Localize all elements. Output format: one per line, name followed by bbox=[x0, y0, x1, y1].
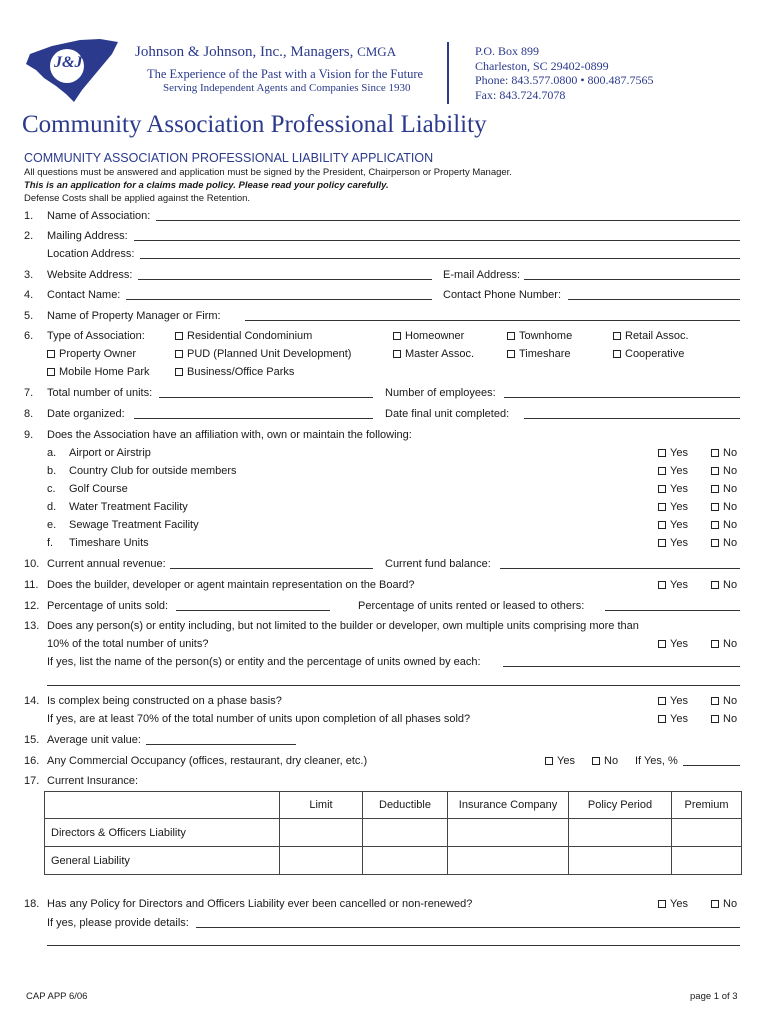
q18-yes-option[interactable] bbox=[658, 898, 688, 910]
checkbox-icon[interactable] bbox=[658, 581, 666, 589]
no-label: No bbox=[723, 695, 738, 707]
yes-label: Yes bbox=[670, 483, 688, 495]
checkbox-icon[interactable] bbox=[658, 503, 666, 511]
no-label: No bbox=[723, 501, 738, 513]
yes-label: Yes bbox=[670, 537, 688, 549]
insurance-table bbox=[44, 791, 742, 875]
q7b-label: Number of employees: bbox=[385, 387, 496, 399]
mailing-address-field[interactable] bbox=[134, 240, 740, 241]
option-timeshare[interactable] bbox=[507, 348, 571, 360]
sub-key: f. bbox=[47, 537, 54, 549]
no-option[interactable] bbox=[711, 537, 737, 549]
option-label: Townhome bbox=[519, 330, 573, 342]
option-label: Mobile Home Park bbox=[59, 366, 150, 378]
sub-key: c. bbox=[47, 483, 56, 495]
table-cell[interactable] bbox=[569, 819, 672, 847]
checkbox-icon[interactable] bbox=[711, 581, 719, 589]
table-header-deductible: Deductible bbox=[363, 792, 448, 819]
contact-phone-field[interactable] bbox=[568, 299, 740, 300]
employees-field[interactable] bbox=[504, 397, 740, 398]
table-row bbox=[45, 819, 742, 847]
q12b-label: Percentage of units rented or leased to others: bbox=[358, 600, 585, 612]
q11-label: Does the builder, developer or agent maintain representation on the Board? bbox=[47, 579, 415, 591]
commercial-percent-field[interactable] bbox=[683, 765, 740, 766]
sub-label: Golf Course bbox=[69, 483, 128, 495]
q18-number: 18. bbox=[24, 898, 40, 910]
q18b-label: If yes, please provide details: bbox=[47, 917, 189, 929]
checkbox-icon[interactable] bbox=[613, 332, 621, 340]
table-cell[interactable] bbox=[569, 847, 672, 875]
intro-line-1: All questions must be answered and application must be signed by the President, Chairperson or Property Manager. bbox=[24, 167, 512, 178]
yes-option[interactable] bbox=[658, 501, 688, 513]
tagline: The Experience of the Past with a Vision for the Future bbox=[147, 67, 424, 81]
contact-name-field[interactable] bbox=[126, 299, 432, 300]
q1-label: Name of Association: bbox=[47, 210, 151, 222]
sub-label: Country Club for outside members bbox=[69, 465, 237, 477]
no-label: No bbox=[723, 579, 738, 591]
q14b-label: If yes, are at least 70% of the total number of units upon completion of all phases sold? bbox=[47, 713, 471, 725]
intro-line-2: This is an application for a claims made policy. Please read your policy carefully. bbox=[24, 180, 389, 191]
subtagline: Serving Independent Agents and Companies Since 1930 bbox=[163, 82, 411, 94]
q4-label: Contact Name: bbox=[47, 289, 121, 301]
owners-list-field-2[interactable] bbox=[47, 685, 740, 686]
yes-option[interactable] bbox=[658, 537, 688, 549]
q15-number: 15. bbox=[24, 734, 40, 746]
company-suffix: CMGA bbox=[357, 44, 397, 59]
row-label: General Liability bbox=[45, 847, 280, 875]
yes-label: Yes bbox=[670, 638, 688, 650]
date-organized-field[interactable] bbox=[134, 418, 373, 419]
checkbox-icon[interactable] bbox=[711, 449, 719, 457]
q13b-label: 10% of the total number of units? bbox=[47, 638, 209, 650]
yes-label: Yes bbox=[670, 695, 688, 707]
page-number: page 1 of 3 bbox=[690, 991, 738, 1002]
q9-label: Does the Association have an affiliation with, own or maintain the following: bbox=[47, 429, 412, 441]
q3-number: 3. bbox=[24, 269, 34, 281]
logo-monogram: J&J bbox=[54, 54, 83, 71]
address-line-1: P.O. Box 899 bbox=[475, 44, 540, 58]
option-property-owner[interactable] bbox=[47, 348, 136, 360]
owners-list-field[interactable] bbox=[503, 666, 740, 667]
q3-label: Website Address: bbox=[47, 269, 133, 281]
q3b-label: E-mail Address: bbox=[443, 269, 521, 281]
checkbox-icon[interactable] bbox=[592, 757, 600, 765]
no-option[interactable] bbox=[711, 447, 737, 459]
yes-option[interactable] bbox=[658, 519, 688, 531]
company-name bbox=[135, 44, 396, 61]
option-homeowner[interactable] bbox=[393, 330, 464, 342]
table-cell[interactable] bbox=[672, 847, 742, 875]
sub-key: d. bbox=[47, 501, 57, 513]
phone: Phone: 843.577.0800 • 800.487.7565 bbox=[475, 73, 654, 87]
q13-number: 13. bbox=[24, 620, 40, 632]
no-option[interactable] bbox=[711, 501, 737, 513]
yes-label: Yes bbox=[670, 898, 688, 910]
option-pud[interactable] bbox=[175, 348, 351, 360]
sub-label: Timeshare Units bbox=[69, 537, 149, 549]
q1-number: 1. bbox=[24, 210, 34, 222]
q13-yes-option[interactable] bbox=[658, 638, 688, 650]
option-label: Business/Office Parks bbox=[187, 366, 295, 378]
q7-label: Total number of units: bbox=[47, 387, 153, 399]
q5-number: 5. bbox=[24, 310, 34, 322]
q16-number: 16. bbox=[24, 755, 40, 767]
q2-label: Mailing Address: bbox=[47, 230, 128, 242]
page-title: Community Association Professional Liability bbox=[22, 111, 487, 138]
checkbox-icon[interactable] bbox=[658, 640, 666, 648]
yes-option[interactable] bbox=[658, 465, 688, 477]
yes-label: Yes bbox=[670, 447, 688, 459]
sub-key: b. bbox=[47, 465, 57, 477]
q14-yes-option[interactable] bbox=[658, 695, 688, 707]
checkbox-icon[interactable] bbox=[47, 368, 55, 376]
q4b-label: Contact Phone Number: bbox=[443, 289, 562, 301]
q13-label: Does any person(s) or entity including, but not limited to the builder or developer, own multiple units comprising more than bbox=[47, 620, 639, 632]
company-name-text: Johnson & Johnson, Inc., Managers, bbox=[135, 44, 354, 60]
q12-label: Percentage of units sold: bbox=[47, 600, 169, 612]
checkbox-icon[interactable] bbox=[658, 485, 666, 493]
checkbox-icon[interactable] bbox=[711, 697, 719, 705]
checkbox-icon[interactable] bbox=[711, 900, 719, 908]
checkbox-icon[interactable] bbox=[175, 368, 183, 376]
yes-label: Yes bbox=[670, 501, 688, 513]
checkbox-icon[interactable] bbox=[545, 757, 553, 765]
option-label: Timeshare bbox=[519, 348, 571, 360]
sub-label: Airport or Airstrip bbox=[69, 447, 151, 459]
option-label: Homeowner bbox=[405, 330, 465, 342]
option-label: Residential Condominium bbox=[187, 330, 313, 342]
no-option[interactable] bbox=[711, 465, 737, 477]
no-label: No bbox=[723, 465, 738, 477]
q5-label: Name of Property Manager or Firm: bbox=[47, 310, 221, 322]
q17-label: Current Insurance: bbox=[47, 775, 139, 787]
q8-number: 8. bbox=[24, 408, 34, 420]
table-row bbox=[45, 847, 742, 875]
address-line-2: Charleston, SC 29402-0899 bbox=[475, 58, 609, 73]
option-residential-condo[interactable] bbox=[175, 330, 312, 342]
checkbox-icon[interactable] bbox=[658, 539, 666, 547]
table-cell[interactable] bbox=[448, 819, 569, 847]
q18-label: Has any Policy for Directors and Officers Liability ever been cancelled or non-renewed? bbox=[47, 898, 473, 910]
q14-label: Is complex being constructed on a phase basis? bbox=[47, 695, 282, 707]
units-sold-field[interactable] bbox=[176, 610, 330, 611]
no-label: No bbox=[723, 898, 738, 910]
checkbox-icon[interactable] bbox=[711, 539, 719, 547]
checkbox-icon[interactable] bbox=[393, 350, 401, 358]
q16-no-option[interactable] bbox=[592, 755, 618, 767]
fax: Fax: 843.724.7078 bbox=[475, 87, 566, 102]
option-label: PUD (Planned Unit Development) bbox=[187, 348, 352, 360]
checkbox-icon[interactable] bbox=[175, 332, 183, 340]
contact-block bbox=[475, 44, 654, 102]
checkbox-icon[interactable] bbox=[711, 640, 719, 648]
units-rented-field[interactable] bbox=[605, 610, 740, 611]
q11-no-option[interactable] bbox=[711, 579, 737, 591]
no-option[interactable] bbox=[711, 519, 737, 531]
location-address-field[interactable] bbox=[140, 258, 740, 259]
no-option[interactable] bbox=[711, 483, 737, 495]
sub-label: Water Treatment Facility bbox=[69, 501, 188, 513]
yes-label: Yes bbox=[557, 755, 575, 767]
table-cell[interactable] bbox=[448, 847, 569, 875]
checkbox-icon[interactable] bbox=[47, 350, 55, 358]
q10-number: 10. bbox=[24, 558, 40, 570]
checkbox-icon[interactable] bbox=[613, 350, 621, 358]
row-label: Directors & Officers Liability bbox=[45, 819, 280, 847]
checkbox-icon[interactable] bbox=[658, 521, 666, 529]
yes-label: Yes bbox=[670, 465, 688, 477]
cancellation-details-field-2[interactable] bbox=[47, 945, 740, 946]
q10-label: Current annual revenue: bbox=[47, 558, 166, 570]
date-final-unit-field[interactable] bbox=[524, 418, 740, 419]
table-cell[interactable] bbox=[280, 819, 363, 847]
state-logo bbox=[22, 36, 122, 106]
q14b-yes-option[interactable] bbox=[658, 713, 688, 725]
annual-revenue-field[interactable] bbox=[170, 568, 373, 569]
option-townhome[interactable] bbox=[507, 330, 572, 342]
fund-balance-field[interactable] bbox=[500, 568, 740, 569]
option-label: Property Owner bbox=[59, 348, 137, 360]
no-label: No bbox=[723, 483, 738, 495]
table-cell[interactable] bbox=[672, 819, 742, 847]
q13-no-option[interactable] bbox=[711, 638, 737, 650]
q15-label: Average unit value: bbox=[47, 734, 141, 746]
checkbox-icon[interactable] bbox=[711, 715, 719, 723]
no-label: No bbox=[723, 638, 738, 650]
q16-yes-option[interactable] bbox=[545, 755, 575, 767]
q13c-label: If yes, list the name of the person(s) or entity and the percentage of units owned by each: bbox=[47, 656, 481, 668]
application-heading: COMMUNITY ASSOCIATION PROFESSIONAL LIABILITY APPLICATION bbox=[24, 151, 434, 165]
q2b-label: Location Address: bbox=[47, 248, 135, 260]
header-divider bbox=[447, 42, 449, 104]
yes-label: Yes bbox=[670, 713, 688, 725]
q11-yes-option[interactable] bbox=[658, 579, 688, 591]
q7-number: 7. bbox=[24, 387, 34, 399]
total-units-field[interactable] bbox=[159, 397, 373, 398]
table-cell[interactable] bbox=[363, 819, 448, 847]
option-business-parks[interactable] bbox=[175, 366, 294, 378]
website-field[interactable] bbox=[138, 279, 432, 280]
q11-number: 11. bbox=[24, 579, 39, 591]
yes-option[interactable] bbox=[658, 447, 688, 459]
no-label: No bbox=[723, 519, 738, 531]
option-master-assoc[interactable] bbox=[393, 348, 474, 360]
q9-number: 9. bbox=[24, 429, 34, 441]
yes-option[interactable] bbox=[658, 483, 688, 495]
checkbox-icon[interactable] bbox=[658, 715, 666, 723]
checkbox-icon[interactable] bbox=[711, 467, 719, 475]
cancellation-details-field[interactable] bbox=[196, 927, 740, 928]
sub-key: e. bbox=[47, 519, 57, 531]
sub-key: a. bbox=[47, 447, 57, 459]
table-header-row bbox=[45, 792, 742, 819]
table-cell[interactable] bbox=[363, 847, 448, 875]
no-label: No bbox=[723, 537, 738, 549]
q16-label: Any Commercial Occupancy (offices, restaurant, dry cleaner, etc.) bbox=[47, 755, 368, 767]
no-label: No bbox=[723, 447, 738, 459]
q12-number: 12. bbox=[24, 600, 40, 612]
q6-label: Type of Association: bbox=[47, 330, 145, 342]
checkbox-icon[interactable] bbox=[175, 350, 183, 358]
table-header-period: Policy Period bbox=[569, 792, 672, 819]
table-header-limit: Limit bbox=[280, 792, 363, 819]
option-label: Master Assoc. bbox=[405, 348, 475, 360]
q6-number: 6. bbox=[24, 330, 34, 342]
checkbox-icon[interactable] bbox=[711, 485, 719, 493]
email-field[interactable] bbox=[524, 279, 740, 280]
q4-number: 4. bbox=[24, 289, 34, 301]
checkbox-icon[interactable] bbox=[711, 503, 719, 511]
checkbox-icon[interactable] bbox=[658, 467, 666, 475]
checkbox-icon[interactable] bbox=[507, 332, 515, 340]
table-header-premium: Premium bbox=[672, 792, 742, 819]
option-retail[interactable] bbox=[613, 330, 689, 342]
yes-label: Yes bbox=[670, 579, 688, 591]
option-label: Cooperative bbox=[625, 348, 685, 360]
form-id: CAP APP 6/06 bbox=[26, 991, 88, 1002]
no-label: No bbox=[723, 713, 738, 725]
q2-number: 2. bbox=[24, 230, 34, 242]
checkbox-icon[interactable] bbox=[507, 350, 515, 358]
q18-no-option[interactable] bbox=[711, 898, 737, 910]
option-label: Retail Assoc. bbox=[625, 330, 689, 342]
checkbox-icon[interactable] bbox=[393, 332, 401, 340]
checkbox-icon[interactable] bbox=[711, 521, 719, 529]
checkbox-icon[interactable] bbox=[658, 449, 666, 457]
sub-label: Sewage Treatment Facility bbox=[69, 519, 199, 531]
checkbox-icon[interactable] bbox=[658, 900, 666, 908]
average-unit-value-field[interactable] bbox=[146, 744, 296, 745]
option-cooperative[interactable] bbox=[613, 348, 684, 360]
q8-label: Date organized: bbox=[47, 408, 125, 420]
table-cell[interactable] bbox=[280, 847, 363, 875]
table-header-company: Insurance Company bbox=[448, 792, 569, 819]
q14-number: 14. bbox=[24, 695, 40, 707]
q14b-no-option[interactable] bbox=[711, 713, 737, 725]
q1-field[interactable] bbox=[156, 220, 740, 221]
q14-no-option[interactable] bbox=[711, 695, 737, 707]
option-mobile-home[interactable] bbox=[47, 366, 149, 378]
no-label: No bbox=[604, 755, 619, 767]
yes-label: Yes bbox=[670, 519, 688, 531]
q10b-label: Current fund balance: bbox=[385, 558, 491, 570]
intro-line-3: Defense Costs shall be applied against the Retention. bbox=[24, 193, 251, 204]
q17-number: 17. bbox=[24, 775, 40, 787]
checkbox-icon[interactable] bbox=[658, 697, 666, 705]
property-manager-field[interactable] bbox=[245, 320, 740, 321]
q8b-label: Date final unit completed: bbox=[385, 408, 510, 420]
q16b-label: If Yes, % bbox=[635, 755, 678, 767]
table-header-empty bbox=[45, 792, 280, 819]
